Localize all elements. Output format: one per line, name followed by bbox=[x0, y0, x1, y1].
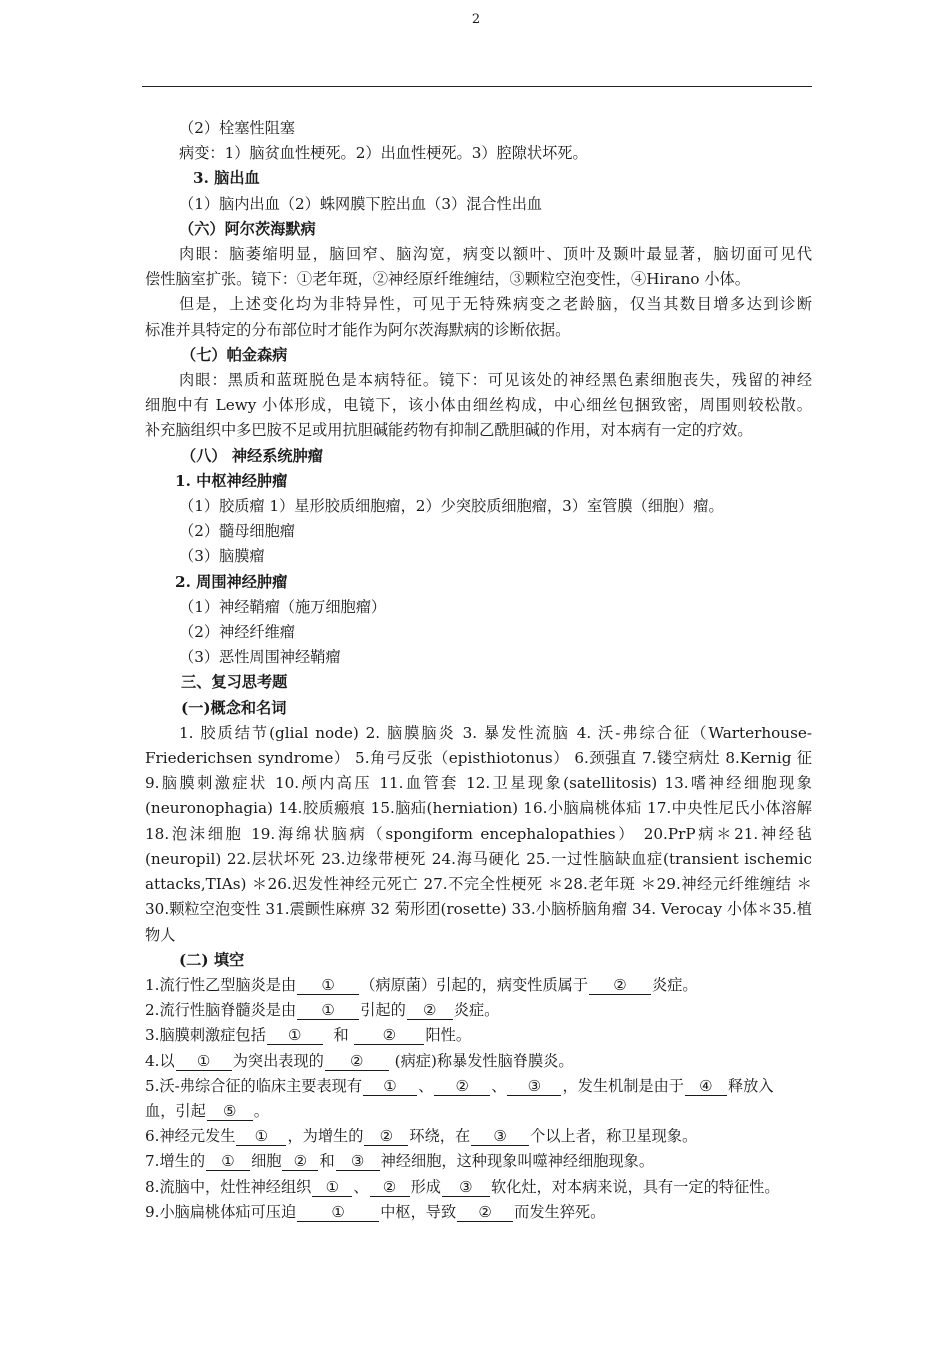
body-line: （3）脑膜瘤 bbox=[179, 547, 265, 566]
body-line: （2）栓塞性阻塞 bbox=[179, 119, 295, 137]
body-line: 3. 脑出血 bbox=[193, 169, 260, 188]
body-line: 肉眼：黑质和蓝斑脱色是本病特征。镜下：可见该处的神经黑色素细胞丧失，残留的神经 bbox=[179, 371, 812, 390]
page-content bbox=[145, 116, 812, 1225]
fill-question-6: 6.神经元发生 ① ，为增生的 ② 环绕，在 ③ 个以上者，称卫星现象。 bbox=[145, 1127, 698, 1146]
body-line: （1）胶质瘤 1）星形胶质细胞瘤，2）少突胶质细胞瘤，3）室管膜（细胞）瘤。 bbox=[179, 497, 724, 516]
body-line: 偿性脑室扩张。镜下：①老年斑，②神经原纤维缠结，③颗粒空泡变性，④Hirano 小体。 bbox=[145, 270, 750, 289]
fill-question-4: 4.以 ① 为突出表现的 ② (病症)称暴发性脑脊膜炎。 bbox=[145, 1051, 574, 1070]
review-terms-paragraph: 1. 胶质结节(glial node) 2. 脑膜脑炎 3. 暴发性流脑 4. 沃-弗综合征（Warterhouse-Friederichsen syndrome） 5.角弓反张（episthiotonus） 6.颈强直 7.镂空病灶 8.Kernig 征 9.脑膜刺激症状 10.颅内高压 11.血管套 12.卫星现象(satellitosis) 13.嗜神经细胞现象(neuronophagia) 14.胶质瘢痕 15.脑疝(herniation) 16.小脑扁桃体疝 17.中央性尼氏小体溶解 18.泡沫细胞 19.海绵状脑病（spongiform encephalopathies） 20.PrP病＊21.神经毡(neuropil) 22.层状坏死 23.边缘带梗死 24.海马硬化 25.一过性脑缺血症(transient ischemic attacks,TIAs) ＊26.迟发性神经元死亡 27.不完全性梗死 ＊28.老年斑 ＊29.神经元纤维缠结 ＊ 30.颗粒空泡变性 31.震颤性麻痹 32 菊形团(rosette) 33.小脑桥脑角瘤 34. Verocay 小体＊35.植物人 bbox=[145, 723, 812, 944]
body-line: （1）脑内出血（2）蛛网膜下腔出血（3）混合性出血 bbox=[179, 194, 543, 213]
body-line: 病变：1）脑贫血性梗死。2）出血性梗死。3）腔隙状坏死。 bbox=[179, 144, 588, 163]
fill-question-5: 5.沃-弗综合征的临床主要表现有 ① 、 ② 、 ③ ，发生机制是由于 ④ 释放入 bbox=[145, 1076, 774, 1095]
fill-question-9: 9.小脑扁桃体疝可压迫 ① 中枢，导致 ② 而发生猝死。 bbox=[145, 1202, 606, 1221]
body-line: 三、复习思考题 bbox=[181, 673, 288, 692]
body-lines bbox=[145, 116, 812, 721]
body-line: 细胞中有 Lewy 小体形成，电镜下，该小体由细丝构成，中心细丝包捆致密，周围则较松散。 bbox=[145, 396, 812, 415]
body-line: 2. 周围神经肿瘤 bbox=[175, 572, 288, 591]
body-line: （七）帕金森病 bbox=[181, 345, 288, 364]
fill-question-2: 2.流行性脑脊髓炎是由 ① 引起的 ② 炎症。 bbox=[145, 1001, 500, 1020]
fill-question-5-cont: 血，引起 ⑤ 。 bbox=[145, 1101, 269, 1120]
fill-question-7: 7.增生的 ① 细胞 ② 和 ③ 神经细胞，这种现象叫噬神经细胞现象。 bbox=[145, 1152, 654, 1171]
body-line: 1. 中枢神经肿瘤 bbox=[175, 471, 288, 490]
fill-question-3: 3.脑膜刺激症包括 ① 和 ② 阳性。 bbox=[145, 1026, 472, 1045]
body-line: 补充脑组织中多巴胺不足或用抗胆碱能药物有抑制乙酰胆碱的作用，对本病有一定的疗效。 bbox=[145, 421, 753, 440]
body-line: 肉眼：脑萎缩明显，脑回窄、脑沟宽，病变以额叶、顶叶及颞叶最显著，脑切面可见代 bbox=[179, 245, 812, 264]
body-line: （六）阿尔茨海默病 bbox=[179, 219, 316, 238]
fill-question-1: 1.流行性乙型脑炎是由 ① （病原菌）引起的，病变性质属于 ② 炎症。 bbox=[145, 975, 698, 994]
body-line: 标准并具特定的分布部位时才能作为阿尔茨海默病的诊断依据。 bbox=[145, 320, 571, 339]
header-rule bbox=[142, 86, 812, 87]
fill-question-8: 8.流脑中，灶性神经组织 ① 、 ② 形成 ③ 软化灶，对本病来说，具有一定的特征性。 bbox=[145, 1177, 780, 1196]
body-line: （1）神经鞘瘤（施万细胞瘤） bbox=[179, 597, 387, 616]
body-line: （2）神经纤维瘤 bbox=[179, 623, 295, 642]
page-number: 2 bbox=[471, 12, 481, 27]
body-line: (一)概念和名词 bbox=[181, 698, 287, 717]
body-line: （2）髓母细胞瘤 bbox=[179, 522, 295, 541]
fill-blank-heading: (二) 填空 bbox=[179, 950, 245, 969]
body-line: 但是，上述变化均为非特异性，可见于无特殊病变之老龄脑，仅当其数目增多达到诊断 bbox=[179, 295, 812, 314]
body-line: （八） 神经系统肿瘤 bbox=[181, 446, 323, 465]
body-line: （3）恶性周围神经鞘瘤 bbox=[179, 648, 341, 667]
